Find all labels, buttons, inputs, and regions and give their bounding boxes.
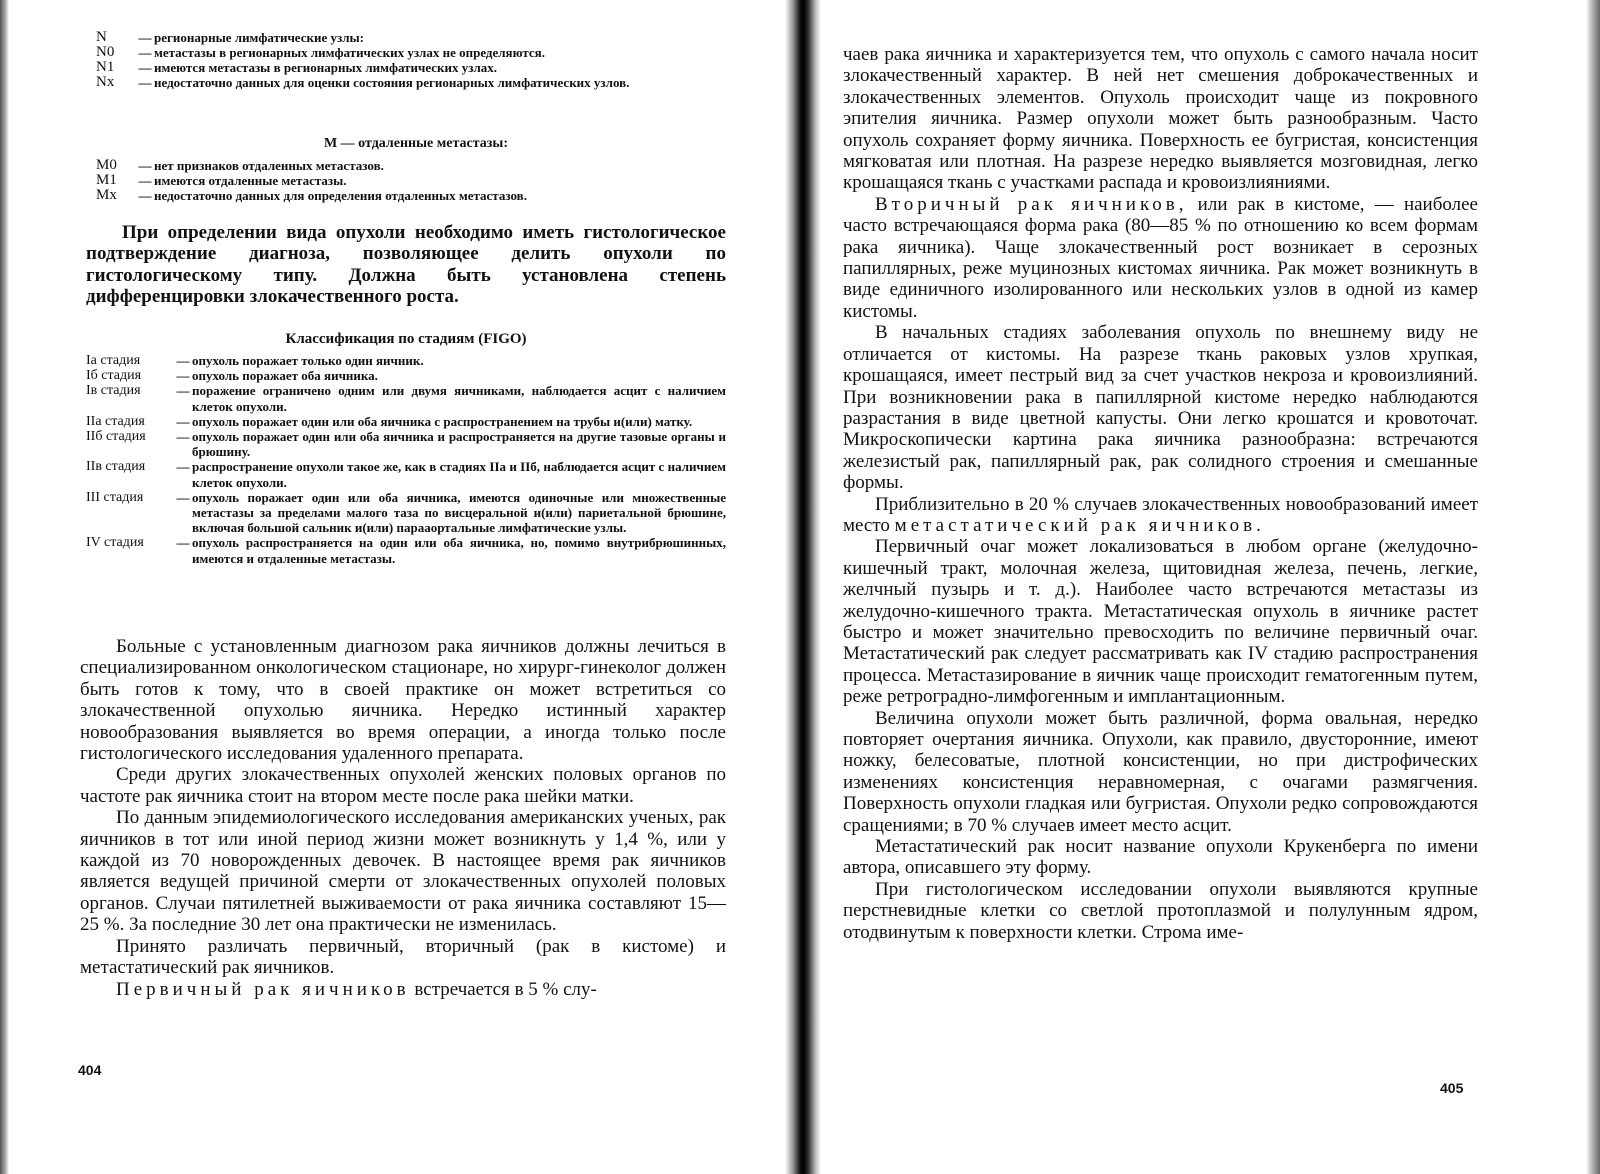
n-definitions <box>96 30 736 90</box>
stage-row: III стадия — опухоль поражает один или оба яичника, имеются одиночные или множественные метастазы за пределами малого таза по висцеральной и(или) париетальной брюшине, включая большой сальник и(или) парааортальные лимфатические узлы. <box>86 489 726 536</box>
definition-text: регионарные лимфатические узлы: <box>154 30 364 45</box>
definition-term: N1 <box>96 59 115 75</box>
stage-name: IIв стадия <box>86 459 146 475</box>
stage-row: Iб стадия — опухоль поражает оба яичника. <box>86 368 726 383</box>
definition-row: М1 — имеются отдаленные метастазы. <box>96 173 736 188</box>
figo-stages-list <box>86 353 726 566</box>
paragraph: Величина опухоли может быть различной, форма овальная, нередко повторяет очертания яичника. Опухоли, как правило, двусторонние, имеют ножку, белесоватые, плотной консистенции, но при дистрофических изменениях консистенция неравномерная, с очагами размягчения. Поверхность опухоли гладкая или бугристая. Опухоли редко сопровождаются сращениями; в 70 % случаев имеет место асцит. <box>843 707 1478 836</box>
stage-text: опухоль поражает один или оба яичника с распространением на трубы и(или) матку. <box>192 413 693 429</box>
paragraph: При определении вида опухоли необходимо иметь гистологическое подтверждение диагноза, позволяющее делить опухоли по гистологическому типу. Должна быть установлена степень дифференцировки злокачественного роста. <box>86 222 726 308</box>
definition-text: недостаточно данных для оценки состояния регионарных лимфатических узлов. <box>154 75 630 90</box>
spaced-term: Первичный рак яичников <box>116 978 410 1000</box>
stage-name: IIа стадия <box>86 413 145 429</box>
stage-name: Iа стадия <box>86 353 141 368</box>
paragraph <box>843 194 1478 322</box>
definition-row: N1 — имеются метастазы в регионарных лимфатических узлах. <box>96 60 736 75</box>
stage-text: поражение ограничено одним или двумя яичниками, наблюдается асцит с наличием клеток опухоли. <box>192 383 726 414</box>
left-page <box>0 0 790 1174</box>
stage-row: IIб стадия — опухоль поражает один или оба яичника и распространяется на другие тазовые органы и брюшину. <box>86 429 726 460</box>
definition-term: М1 <box>96 172 117 188</box>
definition-term: Мx <box>96 187 117 203</box>
stage-text: распространение опухоли такое же, как в стадиях IIа и IIб, наблюдается асцит с наличием клеток опухоли. <box>192 459 726 490</box>
paragraph: Больные с установленным диагнозом рака яичников должны лечиться в специализированном онкологическом стационаре, но хирург-гинеколог должен быть готов к тому, что в своей практике он может встретиться со злокачественной опухолью яичника. Нередко истинный характер новообразования выявляется во время операции, а иногда только после гистологического исследования удаленного препарата. <box>80 636 726 765</box>
paragraph: По данным эпидемиологического исследования американских ученых, рак яичников в тот или иной период жизни может возникнуть у 1,4 %, или у каждой из 70 новорожденных девочек. В настоящее время рак яичников является ведущей причиной смерти от злокачественных опухолей половых органов. Случаи пятилетней выживаемости от рака яичника составляют 15—25 %. За последние 30 лет она практически не изменилась. <box>80 807 726 936</box>
definition-text: недостаточно данных для определения отдаленных метастазов. <box>154 188 527 203</box>
stage-row: IV стадия — опухоль распространяется на один или оба яичника, но, помимо внутрибрюшинных, имеются и отдаленные метастазы. <box>86 535 726 566</box>
stage-text: опухоль поражает один или оба яичника, имеются одиночные или множественные метастазы за пределами малого таза по висцеральной и(или) париетальной брюшине, включая большой сальник и(или) парааортальные лимфатические узлы. <box>192 489 726 536</box>
paragraph: Метастатический рак носит название опухоли Крукенберга по имени автора, описавшего эту форму. <box>843 836 1478 879</box>
paragraph <box>843 494 1478 537</box>
definition-term: N <box>96 29 107 45</box>
stage-text: опухоль поражает один или оба яичника и распространяется на другие тазовые органы и брюшину. <box>192 429 726 460</box>
definition-text: имеются отдаленные метастазы. <box>154 173 347 188</box>
stage-name: Iб стадия <box>86 368 142 384</box>
spaced-term: Вторичный рак яичников, <box>875 193 1188 215</box>
left-page-body <box>80 636 726 1000</box>
stage-text: опухоль поражает оба яичника. <box>192 368 378 384</box>
stage-name: IIб стадия <box>86 429 146 445</box>
stage-name: Iв стадия <box>86 383 141 399</box>
paragraph: чаев рака яичника и характеризуется тем, что опухоль с самого начала носит злокачественный характер. В ней нет смешения доброкачественных и злокачественных элементов. Опухоль происходит чаще из покровного эпителия яичника. Размер опухоли может быть разнообразным. Часто опухоль сохраняет форму яичника. Поверхность ее бугристая, консистенция мягковатая или плотная. На разрезе нередко выявляется мозговидная, легко крошащаяся ткань с участками распада и кровоизлияниями. <box>843 44 1478 194</box>
definition-row: М0 — нет признаков отдаленных метастазов. <box>96 158 736 173</box>
paragraph: В начальных стадиях заболевания опухоль по внешнему виду не отличается от кистомы. На разрезе ткань раковых узлов хрупкая, крошащаяся, имеет пестрый вид за счет участков некроза и кровоизлияний. При возникновении рака в папиллярной кистоме нередко наблюдаются разрастания в виде цветной капусты. Они легко крошатся и кровоточат. Микроскопически картина рака яичника разнообразна: встречаются железистый рак, папиллярный рак, рак солидного строения и смешанные формы. <box>843 322 1478 494</box>
right-page <box>815 0 1600 1174</box>
definition-text: имеются метастазы в регионарных лимфатических узлах. <box>154 60 498 75</box>
stage-row: Iа стадия — опухоль поражает только один яичник. <box>86 353 726 368</box>
paragraph: При гистологическом исследовании опухоли выявляются крупные перстневидные клетки со светлой протоплазмой и полулунным ядром, отодвинутым к поверхности клетки. Строма име- <box>843 878 1478 943</box>
m-section-title: М — отдаленные метастазы: <box>323 136 509 151</box>
definition-row: Мx — недостаточно данных для определения отдаленных метастазов. <box>96 188 736 203</box>
paragraph-text: Приблизительно в 20 % случаев злокачественных новообразований имеет место <box>843 493 1478 536</box>
stage-row: IIв стадия — распространение опухоли такое же, как в стадиях IIа и IIб, наблюдается асцит с наличием клеток опухоли. <box>86 459 726 490</box>
definition-row: N0 — метастазы в регионарных лимфатических узлах не определяются. <box>96 45 736 60</box>
paragraph-text: встречается в 5 % слу- <box>409 978 597 1000</box>
definition-text: нет признаков отдаленных метастазов. <box>154 158 384 173</box>
m-definitions <box>96 158 736 203</box>
definition-term: Nx <box>96 74 115 90</box>
page-number: 405 <box>1440 1080 1464 1096</box>
stage-row: Iв стадия — поражение ограничено одним или двумя яичниками, наблюдается асцит с наличием клеток опухоли. <box>86 383 726 414</box>
definition-term: М0 <box>96 157 117 173</box>
definition-row: Nx — недостаточно данных для оценки состояния регионарных лимфатических узлов. <box>96 75 736 90</box>
paragraph: Первичный очаг может локализоваться в любом органе (желудочно-кишечный тракт, молочная железа, щитовидная железа, печень, легкие, желчный пузырь и т. д.). Наиболее часто встречаются метастазы из желудочно-кишечного тракта. Метастатическая опухоль в яичнике растет быстро и может значительно превосходить по величине первичный очаг. Метастатический рак следует рассматривать как IV стадию распространения процесса. Метастазирование в яичник чаще происходит гематогенным путем, реже ретроградно-лимфогенным и имплантационным. <box>843 536 1478 708</box>
stage-name: IV стадия <box>86 535 144 551</box>
spaced-term: метастатический рак яичников. <box>894 514 1265 536</box>
paragraph: Принято различать первичный, вторичный (рак в кистоме) и метастатический рак яичников. <box>80 935 726 979</box>
definition-row: N — регионарные лимфатические узлы: <box>96 30 736 45</box>
page-number: 404 <box>78 1062 102 1078</box>
paragraph: Среди других злокачественных опухолей женских половых органов по частоте рак яичника стоит на втором месте после рака шейки матки. <box>80 764 726 807</box>
definition-text: метастазы в регионарных лимфатических узлах не определяются. <box>154 45 545 60</box>
stage-text: опухоль поражает только один яичник. <box>192 353 424 368</box>
figo-classification-title: Классификация по стадиям (FIGO) <box>285 331 527 347</box>
stage-text: опухоль распространяется на один или оба яичника, но, помимо внутрибрюшинных, имеются и отдаленные метастазы. <box>192 535 726 566</box>
stage-name: III стадия <box>86 489 144 505</box>
paragraph <box>80 979 726 1000</box>
definition-term: N0 <box>96 44 115 60</box>
right-page-body <box>843 44 1478 943</box>
stage-row: IIа стадия — опухоль поражает один или оба яичника с распространением на трубы и(или) матку. <box>86 414 726 429</box>
intro-paragraph <box>86 222 726 308</box>
paragraph-text: или рак в кистоме, — наиболее часто встречающаяся форма рака (80—85 % по отношению ко всем формам рака яичника). Чаще злокачественный рост возникает в серозных папиллярных, реже муцинозных кистомах яичника. Рак может возникнуть в виде единичного изолированного или нескольких узлов в одной из камер кистомы. <box>843 193 1478 322</box>
